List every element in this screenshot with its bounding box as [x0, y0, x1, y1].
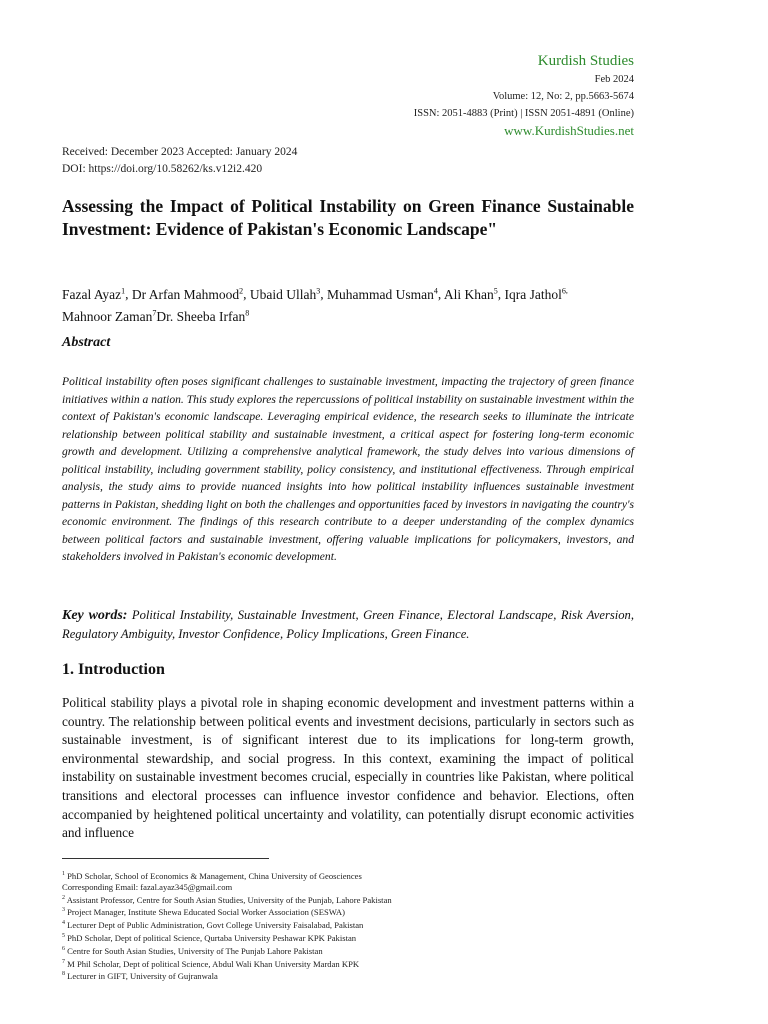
author: Dr. Sheeba Irfan$^8$ [156, 308, 250, 324]
doi-link[interactable]: DOI: https://doi.org/10.58262/ks.v12i2.420 [62, 163, 263, 175]
paper-title: Assessing the Impact of Political Instability on Green Finance Sustainable Investment: Evidence of Pakistan's Economic Landscape" [62, 196, 634, 239]
footnote: Corresponding Email: fazal.ayaz345@gmail.com [62, 881, 233, 892]
footnote: $^6$ Centre for South Asian Studies, University of The Punjab Lahore Pakistan [62, 945, 323, 956]
abstract-text: Political instability often poses significant challenges to sustainable investment, impacting the trajectory of green finance initiatives within a nation. This study explores the repercussions of political instability on sustainable investment within the context of Pakistan's economic landscape. Leveraging empirical evidence, the research seeks to illuminate the intricate relationship between political stability and sustainable investment, a critical aspect for fostering long-term economic growth and development. Utilizing a comprehensive analytical framework, the study delves into various dimensions of political instability, including government stability, policy consistency, and institutional effectiveness. Through empirical analysis, the study aims to provide nuanced insights into how political instability influences sustainable investment patterns in Pakistan, shedding light on both the challenges and opportunities faced by investors in navigating the country's economic environment. The findings of this research contribute to a deeper understanding of the complex dynamics between political factors and sustainable investment, offering valuable implications for policymakers, investors, and stakeholders involved in Pakistan's economic development. [62, 375, 634, 563]
article-meta [62, 144, 297, 178]
keywords-label: Key words: [62, 608, 128, 623]
footnotes [62, 869, 634, 982]
introduction-heading: 1. Introduction [62, 661, 165, 678]
author: Ali Khan$^5$ [443, 286, 498, 302]
footnote: $^7$ M Phil Scholar, Dept of political Science, Abdul Wali Khan University Mardan KPK [62, 958, 360, 969]
author: Dr Arfan Mahmood$^2$ [131, 286, 244, 302]
journal-header [414, 52, 634, 139]
journal-name: Kurdish Studies [537, 53, 634, 69]
footnote-divider [62, 858, 269, 859]
journal-website-link[interactable]: www.KurdishStudies.net [504, 123, 634, 138]
received-accepted-dates: Received: December 2023 Accepted: January 2024 [62, 146, 298, 158]
journal-date: Feb 2024 [594, 74, 634, 85]
author: Ubaid Ullah$^3$ [249, 286, 321, 302]
introduction-text: Political stability plays a pivotal role in shaping economic development and investment patterns within a country. The relationship between political events and investment decisions, particularly in sectors such as sustainable investment, is of significant interest due to its implications for long-term growth, environmental stewardship, and social progress. In this context, examining the impact of political instability on sustainable investment becomes crucial, especially in countries like Pakistan, where political transitions and electoral processes can influence investor confidence and behavior. Elections, often accompanied by heightened political uncertainty and volatility, can potentially disrupt economic activities and influence [62, 695, 634, 841]
keywords-text: Political Instability, Sustainable Investment, Green Finance, Electoral Landscape, Risk Aversion, Regulatory Ambiguity, Investor Confidence, Policy Implications, Green Finance. [62, 608, 634, 641]
keywords [62, 606, 634, 644]
footnote: $^8$ Lecturer in GIFT, University of Gujranwala [62, 971, 218, 982]
footnote: $^1$ PhD Scholar, School of Economics & Management, China University of Geosciences [62, 870, 362, 881]
journal-issn: ISSN: 2051-4883 (Print) | ISSN 2051-4891 (Online) [413, 108, 634, 119]
footnote: $^2$ Assistant Professor, Centre for South Asian Studies, University of the Punjab, Lahore Pakistan [62, 894, 392, 905]
footnote: $^5$ PhD Scholar, Dept of political Science, Qurtaba University Peshawar KPK Pakistan [62, 932, 357, 943]
author: Fazal Ayaz$^1$ [62, 286, 126, 302]
author-list: Fazal Ayaz$^1$, Dr Arfan Mahmood$^2$, Ubaid Ullah$^3$, Muhammad Usman$^4$, Ali Khan$^5$, Iqra Jathol$^{6,}$ Mahnoor Zaman$^7$Dr. Sheeba Irfan$^8$ [62, 286, 568, 324]
footnote: $^3$ Project Manager, Institute Shewa Educated Social Worker Association (SESWA) [62, 907, 345, 918]
journal-volume: Volume: 12, No: 2, pp.5663-5674 [492, 91, 634, 102]
author: Mahnoor Zaman$^7$ [62, 308, 157, 324]
footnote: $^4$ Lecturer Dept of Public Administration, Govt College University Faisalabad, Pakistan [62, 920, 364, 931]
author: Iqra Jathol$^6$ [504, 286, 566, 302]
author: Muhammad Usman$^4$ [326, 286, 438, 302]
abstract-heading: Abstract [62, 335, 111, 350]
